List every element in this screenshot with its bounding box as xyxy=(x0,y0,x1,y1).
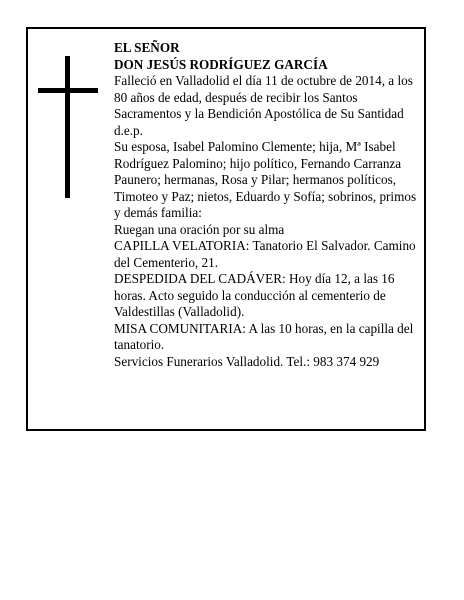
cross-vertical-bar xyxy=(65,56,70,198)
chapel-info: CAPILLA VELATORIA: Tanatorio El Salvador. Camino del Cementerio, 21. xyxy=(114,238,416,270)
title-line: EL SEÑOR xyxy=(114,40,180,55)
cross-icon xyxy=(38,56,98,198)
funeral-services-info: Servicios Funerarios Valladolid. Tel.: 983 374 929 xyxy=(114,353,380,369)
notice-text-block xyxy=(114,40,424,370)
farewell-info: DESPEDIDA DEL CADÁVER: Hoy día 12, a las 16 horas. Acto seguido la conducción al cementerio de Valdestillas (Valladolid). xyxy=(114,271,395,319)
death-info: Falleció en Valladolid el día 11 de octubre de 2014, a los 80 años de edad, después de recibir los Santos Sacramentos y la Bendición Apostólica de Su Santidad d.e.p. xyxy=(114,73,413,138)
prayer-request: Ruegan una oración por su alma xyxy=(114,221,285,237)
cross-horizontal-bar xyxy=(38,88,98,93)
obituary-notice xyxy=(26,27,426,431)
deceased-name: DON JESÚS RODRÍGUEZ GARCÍA xyxy=(114,56,328,72)
family-list: Su esposa, Isabel Palomino Clemente; hija, Mª Isabel Rodríguez Palomino; hijo político, Fernando Carranza Paunero; hermanas, Rosa y Pilar; hermanos políticos, Timoteo y Paz; nietos, Eduardo y Sofía; sobrinos, primos y demás familia: xyxy=(114,139,417,220)
mass-info: MISA COMUNITARIA: A las 10 horas, en la capilla del tanatorio. xyxy=(114,320,414,352)
